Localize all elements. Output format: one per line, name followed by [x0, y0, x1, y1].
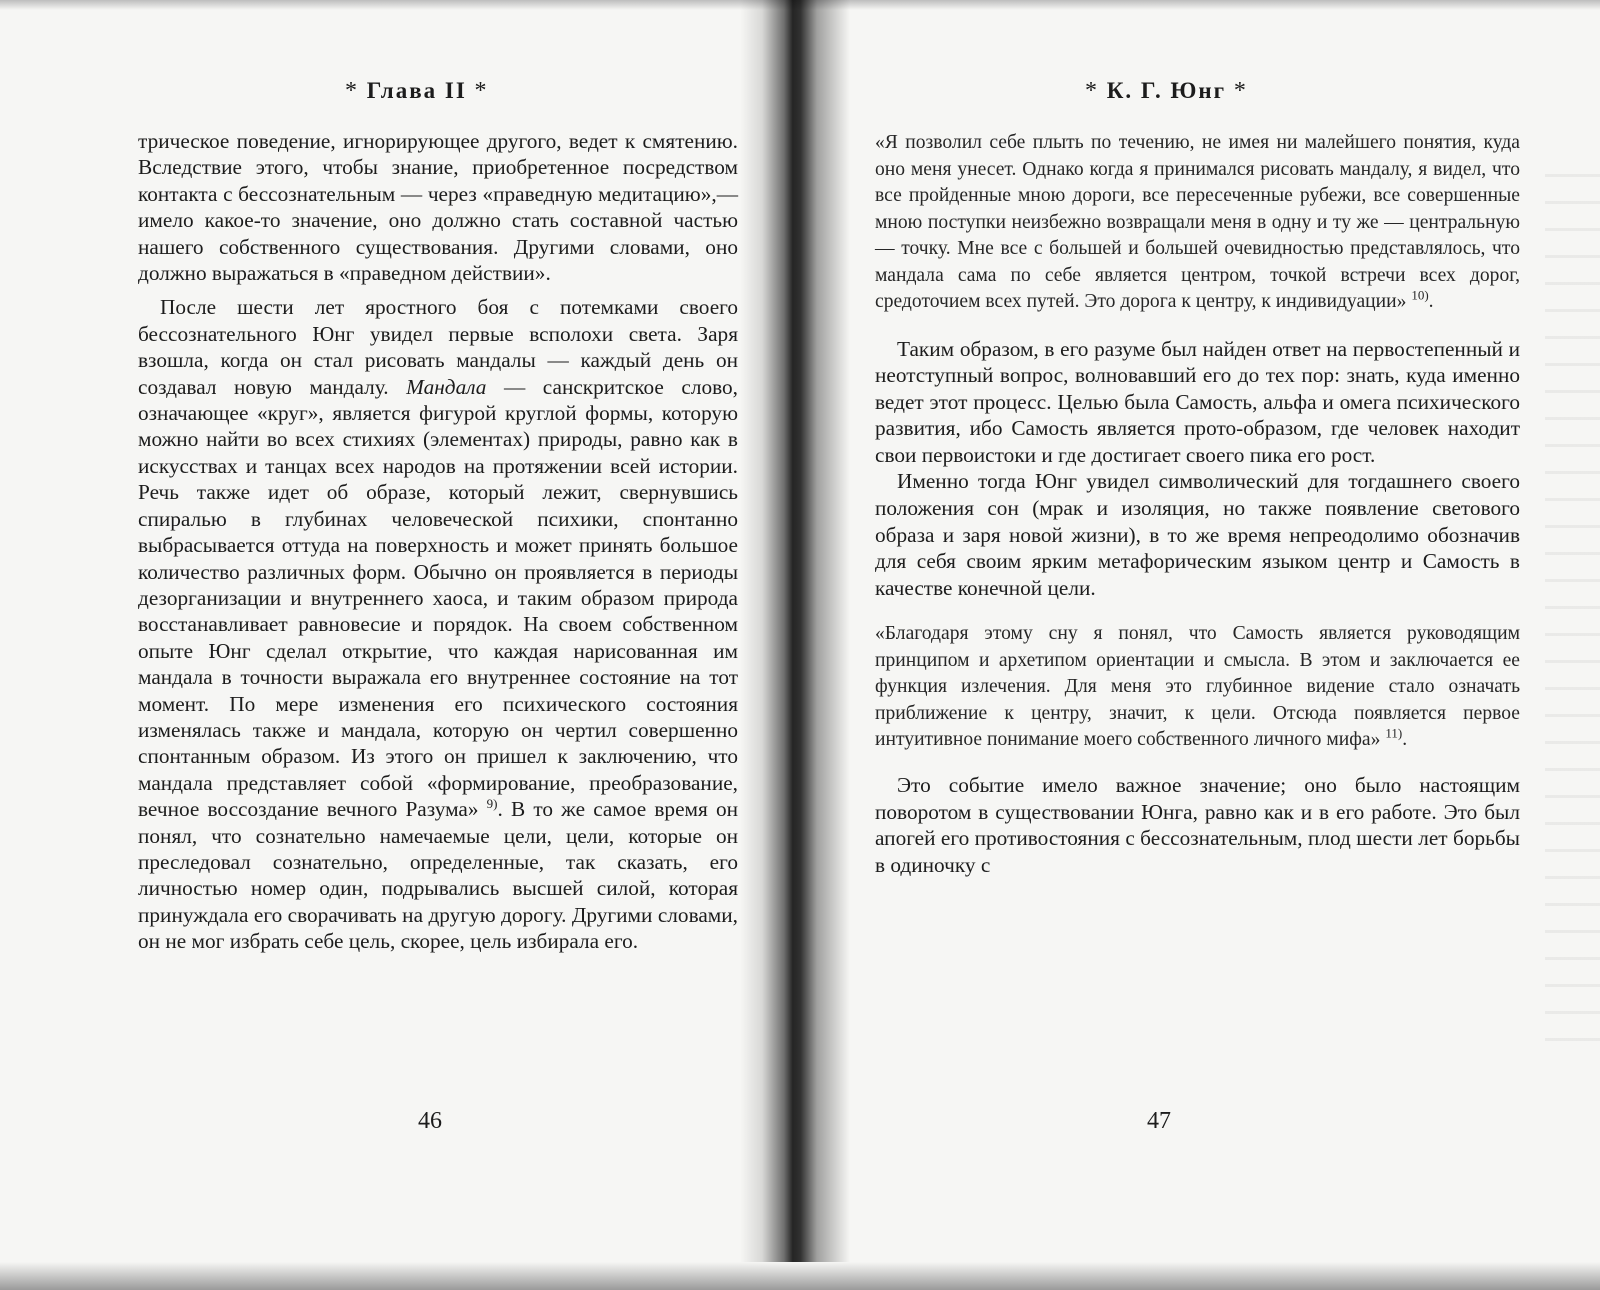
paragraph-text: — санскритское слово, означающее «круг», является фигурой круглой формы, которую можно найти во всех стихиях (элементах) природы, равно как в искусствах и танцах всех народов на протяжении всей истории. Речь также идет об образе, который лежит, свернувшись спиралью в глубинах человеческой психики, спонтанно выбрасывается оттуда на поверхность и может принять большое количество различных форм. Обычно он проявляется в периоды дезорганизации и внутреннего хаоса, и таким образом природа восстанавливает равновесие и порядок. На своем собственном опыте Юнг сделал открытие, что каждая нарисованная им мандала в точности выражала его внутреннее состояние на тот момент. По мере изменения его психического состояния изменялась также и мандала, которую он чертил совершенно спонтанным образом. Из этого он пришел к заключению, что мандала представляет собой «формирование, преобразование, вечное воссоздание вечного Разума» [138, 374, 738, 822]
asterisk-ornament: * [1233, 78, 1248, 104]
quote-text: «Благодаря этому сну я понял, что Самость является руководящим принципом и архетипом ориентации и смысла. В этом и заключается ее функция излечения. Для меня это глубинное видение стало означать приближение к центру, значит, к цели. Отсюда появляется первое интуитивное понимание моего собственного личного мифа» [875, 623, 1520, 751]
spacer [875, 754, 1520, 772]
running-head-right [1085, 78, 1248, 105]
running-head-left [345, 78, 489, 105]
author-title: К. Г. Юнг [1106, 78, 1227, 103]
quote-text: . [1402, 729, 1408, 751]
block-quote [875, 621, 1520, 754]
paragraph-text: После шести лет яростного боя с потемками своего бессознательного Юнг увидел первые всполохи света. Заря взошла, когда он стал рисовать мандалы — каждый день он создавал новую мандалу. [138, 295, 738, 399]
paragraph: Это событие имело важное значение; оно было настоящим поворотом в существовании Юнга, равно как и в его работе. Это был апогей его противостояния с бессознательным, плод шести лет борьбы в одиночку с [875, 772, 1520, 877]
footnote-ref: 9) [486, 796, 498, 812]
page-number: 47 [1147, 1108, 1171, 1134]
quote-text: «Я позволил себе плыть по течению, не имея ни малейшего понятия, куда оно меня унесет. Однако когда я принимался рисовать мандалу, я видел, что все пройденные мною дороги, все пересеченные рубежи, все совершенные мною поступки неизбежно возвращали меня в одну и ту же — центральную — точку. Мне все с большей и большей очевидностью представлялось, что мандала сама по себе является центром, точкой встречи всех дорог, средоточием всех путей. Это дорога к центру, к индивидуации» [875, 132, 1520, 312]
paragraph [138, 294, 738, 954]
quote-text: . [1428, 291, 1434, 312]
bleed-through-shadow [1545, 150, 1600, 1050]
spacer [875, 316, 1520, 336]
chapter-title: Глава II [366, 78, 467, 103]
page-number: 46 [418, 1108, 442, 1134]
asterisk-ornament: * [1085, 78, 1099, 104]
paragraph: трическое поведение, игнорирующее другого, ведет к смятению. Вследствие этого, чтобы знание, приобретенное посредством контакта с бессознательным — через «праведную медитацию»,— имело какое-то значение, оно должно стать составной частью нашего собственного существования. Другими словами, оно должно выражаться в «праведном действии». [138, 129, 738, 286]
left-page [0, 0, 780, 1290]
asterisk-ornament: * [345, 78, 359, 104]
right-page [815, 0, 1600, 1290]
paragraph: Таким образом, в его разуме был найден ответ на первостепенный и неотступный вопрос, волновавший его до тех пор: знать, куда именно ведет этот процесс. Целью была Самость, альфа и омега психического развития, ибо Самость является прото-образом, где человек находит свои первоистоки и где достигает своего пика его рост. [875, 336, 1520, 467]
footnote-ref: 11) [1385, 725, 1403, 741]
page-bottom-edge [0, 1262, 1600, 1290]
paragraph-text: . В то же самое время он понял, что сознательно намечаемые цели, цели, которые он преследовал сознательно, определенные, так сказать, его личностью номер один, подрывались высшей силой, которая принуждала его сворачивать на другую дорогу. Другими словами, он не мог избрать себе цель, скорее, цель избирала его. [138, 797, 738, 954]
asterisk-ornament: * [474, 78, 489, 104]
italic-term: Мандала [406, 374, 487, 399]
left-page-body [138, 128, 738, 955]
block-quote [875, 130, 1520, 316]
right-page-body [875, 130, 1520, 878]
spacer [875, 601, 1520, 621]
paragraph: Именно тогда Юнг увидел символический для тогдашнего своего положения сон (мрак и изоляция, но также появление светового образа и заря новой жизни), в то же время непреодолимо обозначив для себя своим ярким метафорическим языком центр и Самость в качестве конечной цели. [875, 469, 1520, 600]
footnote-ref: 10) [1411, 287, 1429, 303]
